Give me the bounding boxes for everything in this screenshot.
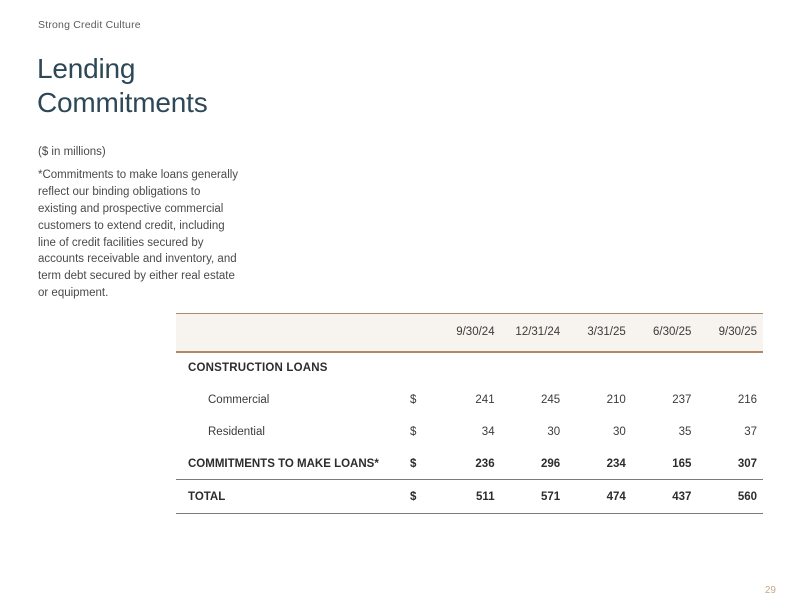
row-value: 210 bbox=[606, 394, 626, 406]
footnote bbox=[38, 167, 278, 302]
footnote-line: accounts receivable and inventory, and bbox=[38, 253, 237, 266]
row-value: 245 bbox=[541, 394, 561, 406]
column-header-date: 9/30/24 bbox=[435, 313, 501, 351]
row-value: 437 bbox=[672, 491, 692, 503]
slide-eyebrow: Strong Credit Culture bbox=[38, 19, 141, 31]
row-value: 511 bbox=[476, 491, 495, 503]
table-row bbox=[176, 448, 763, 480]
page-title bbox=[37, 52, 208, 120]
row-label: TOTAL bbox=[188, 491, 226, 503]
row-label: Commercial bbox=[208, 394, 270, 406]
row-label: COMMITMENTS TO MAKE LOANS* bbox=[188, 458, 379, 470]
row-currency: $ bbox=[410, 491, 417, 503]
table-bottom-rule bbox=[176, 513, 763, 514]
table-row bbox=[176, 416, 763, 448]
page-title-line-2: Commitments bbox=[37, 87, 208, 119]
row-value: 571 bbox=[541, 491, 561, 503]
footnote-line: reflect our binding obligations to bbox=[38, 185, 201, 198]
row-value: 37 bbox=[744, 426, 757, 438]
table-total-rule bbox=[176, 479, 763, 480]
row-value: 296 bbox=[541, 458, 561, 470]
table-row bbox=[176, 384, 763, 416]
footnote-line: line of credit facilities secured by bbox=[38, 236, 204, 249]
row-value: 236 bbox=[475, 458, 495, 470]
row-currency: $ bbox=[410, 394, 417, 406]
column-header-currency bbox=[407, 313, 435, 351]
row-label: Residential bbox=[208, 426, 265, 438]
footnote-line: term debt secured by either real estate bbox=[38, 270, 235, 283]
financial-table bbox=[176, 313, 763, 514]
section-header-label: CONSTRUCTION LOANS bbox=[188, 361, 328, 374]
row-value: 30 bbox=[547, 426, 561, 438]
page-title-line-1: Lending bbox=[37, 53, 136, 84]
column-header-label bbox=[176, 313, 407, 351]
column-header-date: 12/31/24 bbox=[501, 313, 567, 351]
row-value: 237 bbox=[672, 394, 692, 406]
table-header-row bbox=[176, 313, 763, 351]
column-header-date: 9/30/25 bbox=[697, 313, 763, 351]
row-currency: $ bbox=[410, 458, 417, 470]
row-value: 30 bbox=[612, 426, 626, 438]
row-currency: $ bbox=[410, 426, 417, 438]
commitments-table bbox=[176, 313, 763, 514]
row-value: 234 bbox=[606, 458, 626, 470]
row-value: 241 bbox=[475, 394, 495, 406]
row-value: 560 bbox=[737, 491, 757, 503]
column-header-date: 6/30/25 bbox=[632, 313, 698, 351]
table-section-header bbox=[176, 351, 763, 384]
units-note: ($ in millions) bbox=[38, 146, 106, 158]
row-value: 474 bbox=[606, 491, 626, 503]
row-value: 35 bbox=[678, 426, 692, 438]
footnote-line: *Commitments to make loans generally bbox=[38, 169, 239, 181]
row-value: 165 bbox=[672, 458, 692, 470]
footnote-line: or equipment. bbox=[38, 287, 109, 300]
column-header-date: 3/31/25 bbox=[566, 313, 632, 351]
footnote-line: existing and prospective commercial bbox=[38, 202, 224, 215]
row-value: 307 bbox=[737, 458, 757, 470]
table-top-rule bbox=[176, 313, 763, 314]
table-header-rule bbox=[176, 351, 763, 353]
row-value: 216 bbox=[737, 394, 757, 406]
table-total-row bbox=[176, 480, 763, 514]
row-value: 34 bbox=[481, 426, 495, 438]
page-number: 29 bbox=[764, 585, 776, 596]
footnote-line: customers to extend credit, including bbox=[38, 219, 225, 232]
